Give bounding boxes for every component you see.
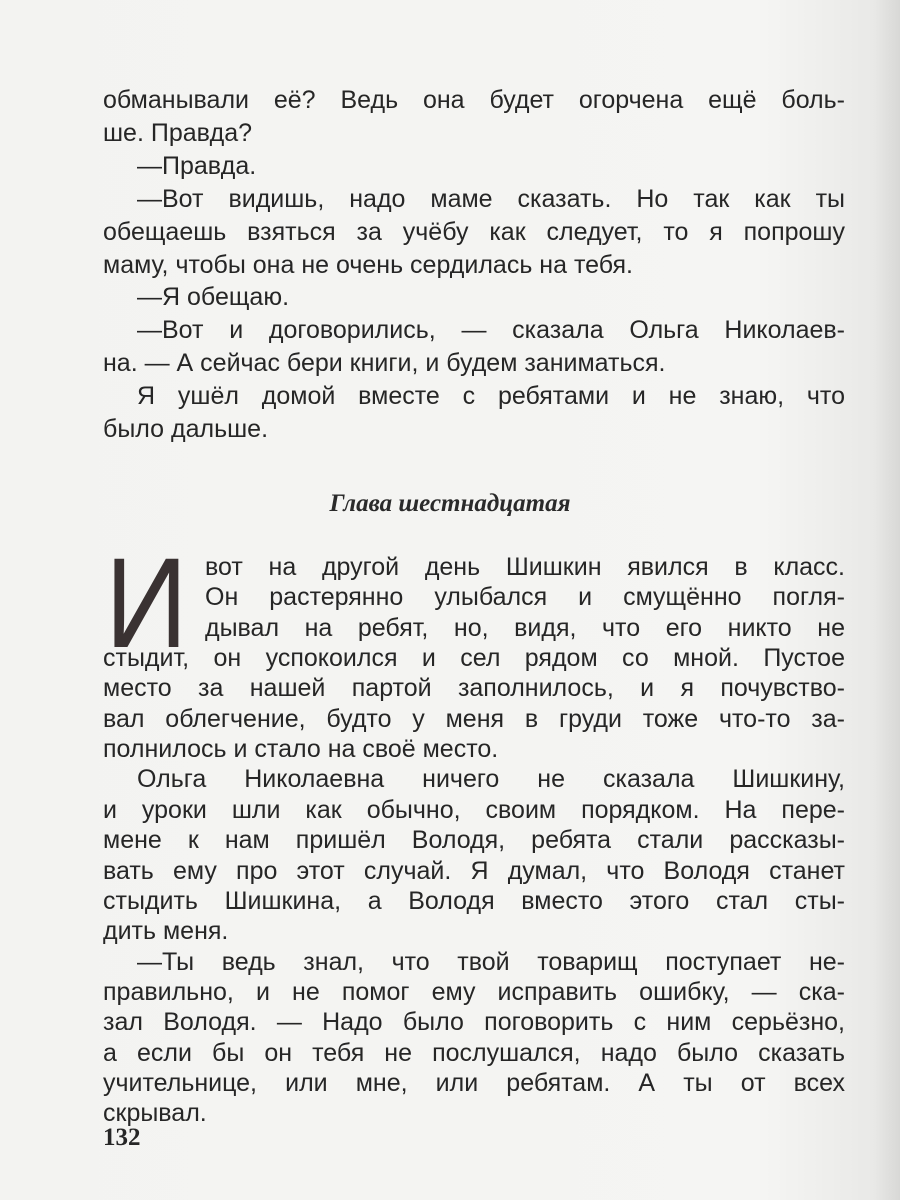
text-line: зал Володя. — Надо было поговорить с ним серьёзно, <box>103 1008 845 1037</box>
text-line: а если бы он тебя не послушался, надо было сказать <box>103 1038 845 1067</box>
text-line: вать ему про этот случай. Я думал, что Володя станет <box>103 856 845 885</box>
text-line: вал облегчение, будто у меня в груди тоже что-то за- <box>103 704 845 733</box>
text-line: вот на другой день Шишкин явился в класс. <box>205 553 845 581</box>
text-line: место за нашей партой заполнилось, и я почувство- <box>103 674 845 703</box>
text-line: скрывал. <box>103 1099 207 1128</box>
text-line: правильно, и не помог ему исправить ошибку, — ска- <box>103 977 845 1006</box>
text-line: учительнице, или мне, или ребятам. А ты от всех <box>103 1068 845 1097</box>
text-line: Ольга Николаевна ничего не сказала Шишкину, <box>137 765 845 794</box>
text-line: было дальше. <box>103 415 269 443</box>
text-line: на. — А сейчас бери книги, и будем заниматься. <box>103 349 666 378</box>
text-line: Он растерянно улыбался и смущённо погля- <box>205 583 845 612</box>
text-line: стыдить Шишкина, а Володя вместо этого стал сты- <box>103 886 845 915</box>
text-line: обманывали её? Ведь она будет огорчена ещё боль- <box>103 86 845 114</box>
page-number: 132 <box>103 1124 141 1151</box>
text-line: дывал на ребят, но, видя, что его никто не <box>205 613 845 642</box>
text-line: —Вот и договорились, — сказала Ольга Николаев- <box>137 316 845 345</box>
text-line: —Вот видишь, надо маме сказать. Но так как ты <box>137 184 845 213</box>
text-line: дить меня. <box>103 917 229 946</box>
text-line: Я ушёл домой вместе с ребятами и не знаю, что <box>137 382 845 411</box>
text-line: —Ты ведь знал, что твой товарищ поступает не- <box>137 947 845 976</box>
text-line: обещаешь взяться за учёбу как следует, то я попрошу <box>103 217 845 246</box>
text-line: мене к нам пришёл Володя, ребята стали рассказы- <box>103 826 845 855</box>
text-line: и уроки шли как обычно, своим порядком. На пере- <box>103 795 845 824</box>
drop-cap: И <box>105 532 188 675</box>
text-line: полнилось и стало на своё место. <box>103 735 499 764</box>
text-line: стыдит, он успокоился и сел рядом со мной. Пустое <box>103 644 845 673</box>
text-line: маму, чтобы она не очень сердилась на тебя. <box>103 250 634 279</box>
text-line: —Я обещаю. <box>137 283 290 312</box>
text-line: ше. Правда? <box>103 118 253 147</box>
chapter-title: Глава шестнадцатая <box>329 490 571 517</box>
text-line: —Правда. <box>137 151 257 180</box>
